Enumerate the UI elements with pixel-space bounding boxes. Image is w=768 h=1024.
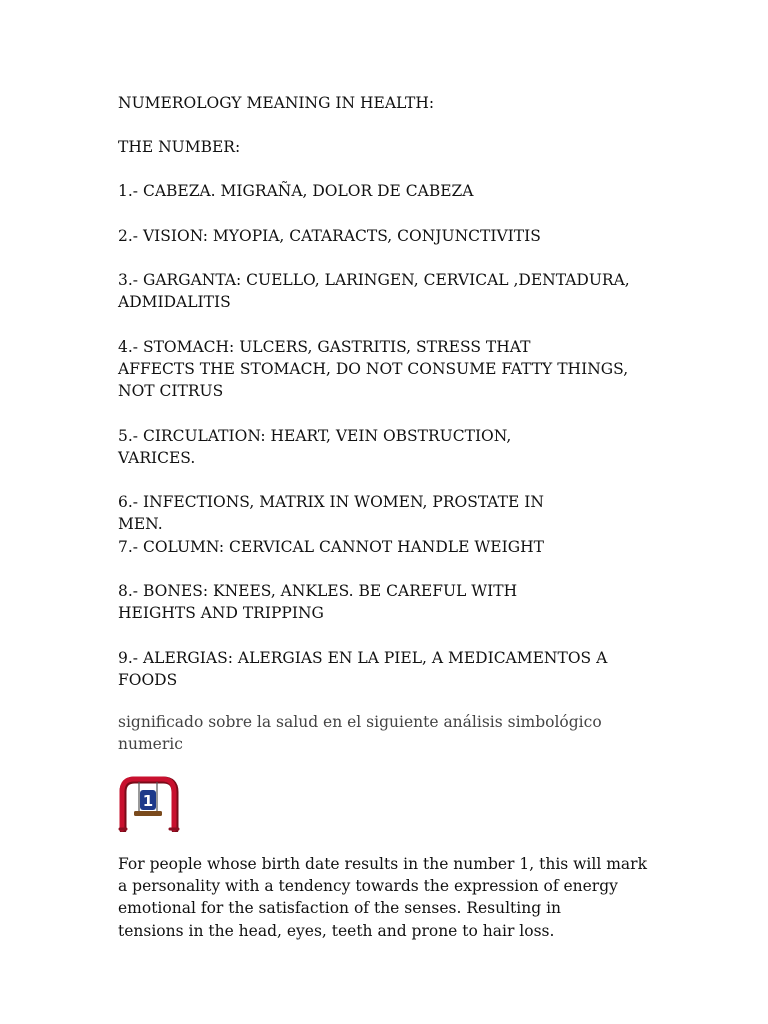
- swing-seat: [134, 811, 162, 816]
- list-item-9: 9.- ALERGIAS: ALERGIAS EN LA PIEL, A MEDICAMENTOS A FOODS: [118, 649, 608, 690]
- caption-text: significado sobre la salud en el siguiente análisis simbológico numeric: [118, 713, 602, 754]
- list-item-4: 4.- STOMACH: ULCERS, GASTRITIS, STRESS THAT AFFECTS THE STOMACH, DO NOT CONSUME FATTY THINGS, NOT CITRUS: [118, 338, 629, 401]
- list-item-2: 2.- VISION: MYOPIA, CATARACTS, CONJUNCTIVITIS: [118, 227, 541, 245]
- list-item-1: 1.- CABEZA. MIGRAÑA, DOLOR DE CABEZA: [118, 182, 474, 200]
- list-item-7: 7.- COLUMN: CERVICAL CANNOT HANDLE WEIGHT: [118, 538, 544, 556]
- body-paragraph: For people whose birth date results in the number 1, this will mark a personality with a tendency towards the expression of energy emotional for the satisfaction of the senses. Resulting in tensions in the head, eyes, teeth and prone to hair loss.: [118, 855, 647, 940]
- list-item-5: 5.- CIRCULATION: HEART, VEIN OBSTRUCTION, VARICES.: [118, 427, 512, 468]
- list-item-3: 3.- GARGANTA: CUELLO, LARINGEN, CERVICAL ,DENTADURA, ADMIDALITIS: [118, 271, 630, 312]
- document-title: NUMEROLOGY MEANING IN HEALTH:: [118, 94, 435, 112]
- number-swing-image: [117, 776, 181, 832]
- list-item-6: 6.- INFECTIONS, MATRIX IN WOMEN, PROSTATE IN MEN.: [118, 493, 544, 534]
- swing-icon: [117, 776, 181, 832]
- swing-number: 1: [142, 792, 154, 810]
- list-item-8: 8.- BONES: KNEES, ANKLES. BE CAREFUL WITH HEIGHTS AND TRIPPING: [118, 582, 518, 623]
- document-subtitle: THE NUMBER:: [118, 138, 241, 156]
